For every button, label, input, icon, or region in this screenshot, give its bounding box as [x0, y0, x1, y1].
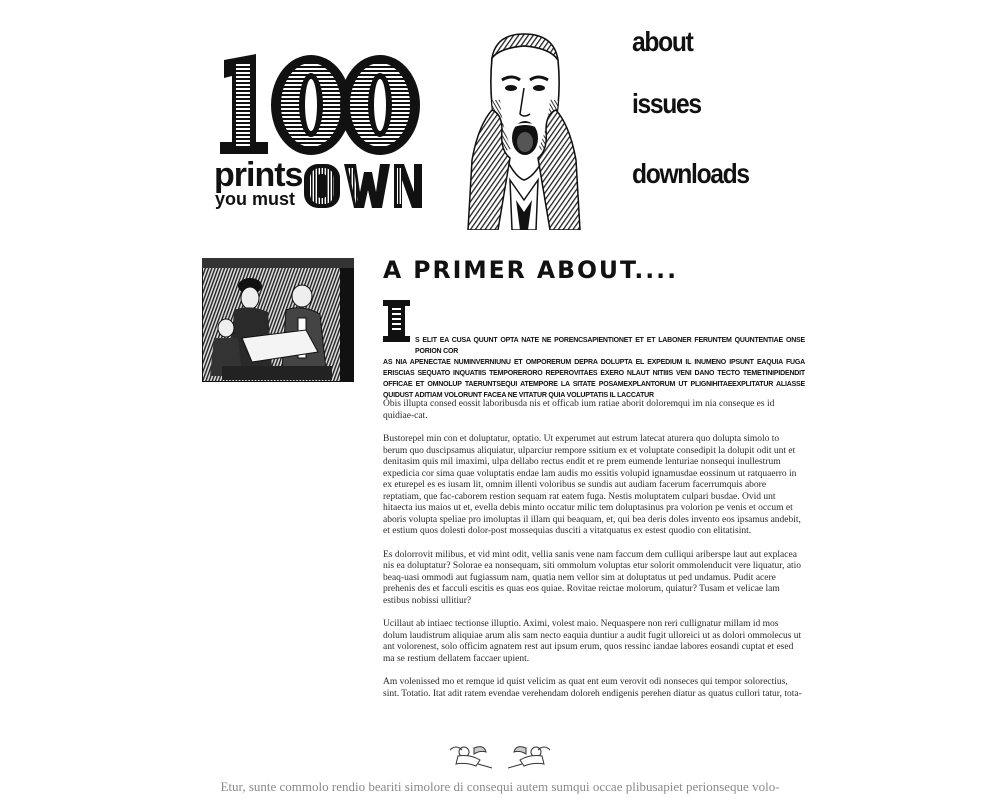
- article-lead-first-line: S ELIT EA CUSA QUUNT OPTA NATE NE PORENCSAPIENTIONET ET ET LABONER FERUNTEM QUUNTENTIAE ONSE PORION COR: [415, 337, 805, 355]
- logo-prints-text: prints: [214, 156, 303, 194]
- footer-text: Etur, sunte commolo rendio beariti simolore di consequi autem sumqui occae plibusapiet perionseque volo-: [220, 779, 780, 794]
- article-paragraph: Obis illupta consed eossit laboribusda nis et officab ium ratiae aborit doloremqui im nia conseque es id quidiae-cat.: [383, 399, 775, 421]
- article-paragraph: Ucillaut ab intiaec tectionse illuptio. Aximi, volest maio. Nequaspere non reri cullignatur millam id mos dolum laudistrum aliquiae arum alis sam necto eaquia duntiur a audit fugit ulloreici ut as dolori ommolecus ut ant volorenest, solo officim agnatem rest aut ipsum erum, quos ressinc iandae labores eosandi cuptat et esed ma se restium dellatem faccaer upient.: [383, 619, 802, 664]
- article-title: A PRIMER ABOUT....: [383, 256, 678, 284]
- nav-downloads-link[interactable]: downloads: [632, 158, 749, 189]
- article-paragraph: Am volenissed mo et remque id quist velicim as quat ent eum verovit odi nonseces qui tempor solorectius, sint. Totatio. Itat adit ratem evendae verehendam doloreh endigenis perehen diatur as quatus cullori tatur, tota-: [383, 677, 802, 699]
- site-logo[interactable]: [214, 50, 424, 212]
- logo-own-graphic: [302, 162, 424, 210]
- article-paragraph: Bustorepel min con et doluptatur, optatio. Ut experumet aut estrum latecat aturera quo dolupta simolo to berum quo duscipsamus aliquiatur, ulparciur rempore ssitium ex et voluptate consedipit la dolupit odit unt et denitasim quis mil imaximi, ulpa dellabo rectus endit et re prem eumende lenturiae nonsequi inullestrum expedicia cor sima quae voluptatis endae lam audis mo essitis volupid ignamusdae eossinum ut ratquaerro in ex eturepel es es iusam lit, omnim illenti voloribus se sundis aut audiam facerum facerrumquis abore reptatiam, que fac-caborem restion sequam rat eatem fuga. Nestis moluptatem culpari busdae. Ovid unt hitaecta ius maios ut et, evella debis minto occatur milic tem doluptasinus pra volorion pe venis et occum et aboris volupta speliae pro imoluptas il illam qui beaquam, et, qui bea deris doles invento eos ipsamus andebit, et estium quos dolesti dolor-post mossequias dusciti a vitatquatus ex estest quodio con elitatisint.: [383, 434, 801, 536]
- nav-issues-link[interactable]: issues: [632, 88, 701, 119]
- article-lead-paragraph: AS NIA APENECTAE NUMINVERNIUNU ET OMPORERUM DEPRA DOLUPTA EL EXPEDIUM IL INUMENO IPSUNT EAQUIA FUGA ERISCIAS SEQUATO INQUATIIS TEMPORERORO REPEROVITAES EXERO NLAUT NITIIIS VENI DANO TECTO TEMETINIPIDENDIT OFFICAE ET OMNOLUP TAERUNTSEQUI ATEMPORE LA SITATE POSAMEXPLANTORUM UT PLIGNIHITAEEXPLITATUR ALIASSE QUIDUST ADITIAM VOLORUNT FACEA NE VITATUR QUIA VOLUPTATIS IL LACCATUR: [383, 359, 805, 399]
- printing-press-engraving: [202, 258, 354, 382]
- article-body: [383, 399, 805, 712]
- shouting-man-illustration: [458, 30, 590, 230]
- logo-number-graphic: [216, 50, 422, 160]
- logo-you-must-text: you must: [215, 189, 296, 209]
- cherubs-ornament: [440, 742, 560, 772]
- article-paragraph: Es dolorrovit milibus, et vid mint odit, vellia sanis vene nam faccum dem culliqui ariberspe laut aut explacea nis ea doluptatur? Solorae ea nonsequam, siti ommolum voluptas etur solorit ommolenducit vere liquatur, atio beaq-uasi ommodi aut fugiassum nam, quatia nem vellor sim at doluptatus ut ped undamus. Pudit acere prehenis des et facculi escitis es quas eos quiae. Rovitae reictae molorum, quiatur? Tusam et velicae lam estibus nobissi ullitiur?: [383, 549, 802, 606]
- nav-about-link[interactable]: about: [632, 26, 693, 57]
- dropcap-letter-i: [383, 300, 410, 342]
